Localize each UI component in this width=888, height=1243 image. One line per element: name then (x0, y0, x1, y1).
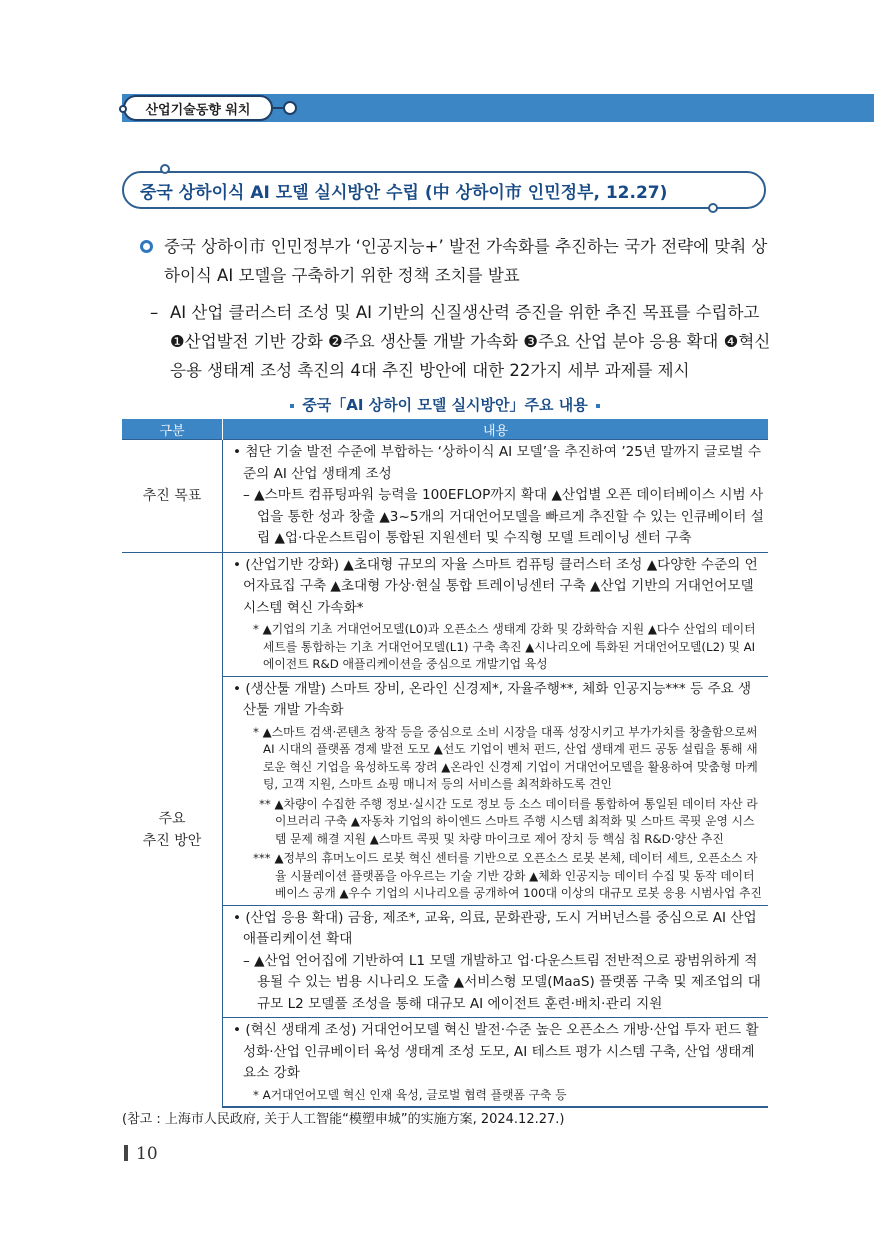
policy-table (122, 419, 768, 1108)
content-note: ** ▲차량이 수집한 주행 정보·실시간 도로 정보 등 소스 데이터를 통합하여 통일된 데이터 자산 라이브러리 구축 ▲자동차 기업의 하이엔드 스마트 주행 시스템 최적화 및 스마트 콕핏 운영 시스템 문제 해결 지원 ▲스마트 콕핏 및 차량 마이크로 제어 장치 등 핵심 칩 R&D·양산 추진 (259, 796, 758, 846)
table-row-content (223, 440, 769, 553)
page-number (124, 1144, 158, 1164)
table-header-content: 내용 (223, 419, 769, 440)
table-caption (122, 394, 768, 415)
table-row (122, 440, 768, 553)
title-ring-right-icon (708, 203, 718, 213)
page-marker-bar-icon (124, 1145, 128, 1161)
article-title-text: 중국 상하이식 AI 모델 실시방안 수립 (中 상하이市 인민정부, 12.27) (140, 182, 668, 203)
section-label (123, 95, 273, 121)
table-header-row (122, 419, 768, 440)
table-caption-text: 중국「AI 상하이 모델 실시방안」주요 내용 (302, 396, 588, 414)
content-dash-item: – ▲스마트 컴퓨팅파워 능력을 100EFLOP까지 확대 ▲산업별 오픈 데이터베이스 시범 사업을 통한 성과 창출 ▲3~5개의 거대언어모델을 빠르게 추진할 수 있는 인큐베이터 설립 ▲업·다운스트림이 통합된 지원센터 및 수직형 모델 트레이닝 센터 구축 (243, 487, 764, 546)
table-row-category: 주요 추진 방안 (122, 552, 223, 1107)
table-header-category: 구분 (122, 419, 223, 440)
content-note: * ▲스마트 검색·콘텐츠 창작 등을 중심으로 소비 시장을 대폭 성장시키고 부가가치를 창출함으로써 AI 시대의 플랫폼 경제 발전 도모 ▲선도 기업이 벤처 펀드, 산업 생태계 펀드 공동 설립을 통해 새로운 혁신 기업을 육성하도록 장려 ▲온라인 신경제 기업이 거대언어모델을 활용하여 맞춤형 마케팅, 고객 지원, 스마트 쇼핑 매니저 등의 서비스를 최적화하도록 견인 (253, 724, 758, 791)
summary-bullet (140, 232, 772, 290)
dash-marker: – (150, 303, 159, 322)
content-bullet: • (산업 응용 확대) 금융, 제조*, 교육, 의료, 문화관광, 도시 거버넌스를 중심으로 AI 산업 애플리케이션 확대 (233, 909, 757, 947)
content-note: * A거대언어모델 혁신 인재 육성, 글로벌 협력 플랫폼 구축 등 (253, 1087, 567, 1102)
summary-dash-item (150, 298, 772, 385)
header-ring-icon (283, 101, 297, 115)
content-bullet: • (생산툴 개발) 스마트 장비, 온라인 신경제*, 자율주행**, 체화 인공지능*** 등 주요 생산툴 개발 가속화 (233, 680, 752, 718)
table-row-content (223, 676, 769, 905)
content-bullet: • 첨단 기술 발전 수준에 부합하는 ‘상하이식 AI 모델’을 추진하여 ’25년 말까지 글로벌 수준의 AI 산업 생태계 조성 (233, 444, 761, 482)
table-row (122, 552, 768, 676)
content-note: *** ▲정부의 휴머노이드 로봇 혁신 센터를 기반으로 오픈소스 로봇 본체, 데이터 세트, 오픈소스 자율 시뮬레이션 플랫폼을 아우르는 기술 기반 강화 ▲체화 인공지능 데이터 수집 및 동작 데이터베이스 공개 ▲우수 기업의 시나리오를 공개하여 100대 이상의 대규모 로봇 응용 시범사업 추진 (253, 851, 762, 900)
content-dash-item: – ▲산업 언어집에 기반하여 L1 모델 개발하고 업·다운스트림 전반적으로 광범위하게 적용될 수 있는 범용 시나리오 도출 ▲서비스형 모델(MaaS) 플랫폼 구축 및 제조업의 대규모 L2 모델풀 조성을 통해 대규모 AI 에이전트 훈련·배치·관리 지원 (243, 952, 761, 1012)
table-row-content (223, 905, 769, 1018)
content-bullet: • (산업기반 강화) ▲초대형 규모의 자율 스마트 컴퓨팅 클러스터 조성 ▲다양한 수준의 언어자료집 구축 ▲초대형 가상·현실 통합 트레이닝센터 구축 ▲산업 기반의 거대언어모델 시스템 혁신 가속화* (233, 556, 758, 616)
circle-bullet-icon (140, 240, 153, 253)
page-number-text: 10 (136, 1144, 158, 1164)
title-ring-left-icon (160, 164, 170, 174)
content-note: * ▲기업의 기초 거대언어모델(L0)과 오픈소스 생태계 강화 및 강화학습 지원 ▲다수 산업의 데이터 세트를 통합하는 기초 거대언어모델(L1) 구축 촉진 ▲시나리오에 특화된 거대언어모델(L2) 및 AI 에이전트 R&D 애플리케이션을 중심으로 개발기업 육성 (253, 622, 756, 671)
table-row-content (223, 552, 769, 676)
section-label-dot-icon (119, 105, 127, 113)
section-label-text: 산업기술동향 워치 (145, 102, 251, 118)
table-row-category: 추진 목표 (122, 440, 223, 553)
article-title (122, 171, 766, 209)
table-row-content (223, 1018, 769, 1108)
caption-square-icon (596, 404, 600, 408)
summary-dash-text: AI 산업 클러스터 조성 및 AI 기반의 신질생산력 증진을 위한 추진 목표를 수립하고 ❶산업발전 기반 강화 ❷주요 생산툴 개발 가속화 ❸주요 산업 분야 응용 확대 ❹혁신 응용 생태계 조성 촉진의 4대 추진 방안에 대한 22가지 세부 과제를 제시 (170, 303, 771, 380)
content-bullet: • (혁신 생태계 조성) 거대언어모델 혁신 발전·수준 높은 오픈소스 개방·산업 투자 펀드 활성화·산업 인큐베이터 육성 생태계 조성 도모, AI 테스트 평가 시스템 구축, 산업 생태계 요소 강화 (233, 1022, 759, 1081)
summary-bullet-text: 중국 상하이市 인민정부가 ‘인공지능+’ 발전 가속화를 추진하는 국가 전략에 맞춰 상하이식 AI 모델을 구축하기 위한 정책 조치를 발표 (164, 237, 768, 285)
source-citation: (참고 : 上海市人民政府, 关于人工智能“模塑申城”的实施方案, 2024.12.27.) (122, 1112, 565, 1127)
caption-square-icon (290, 404, 294, 408)
